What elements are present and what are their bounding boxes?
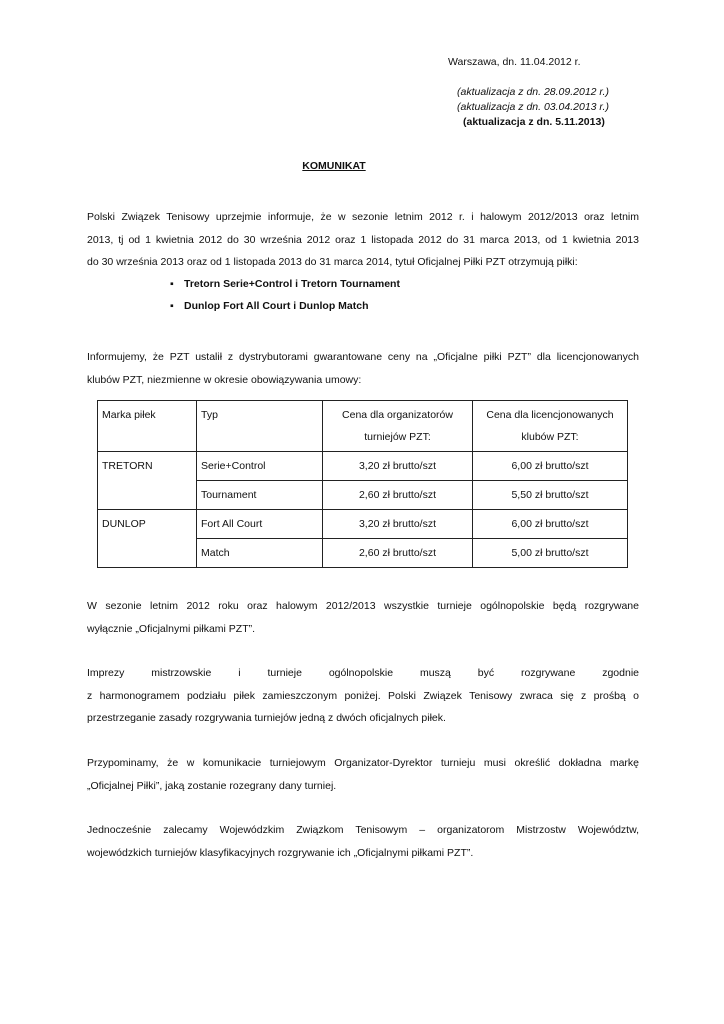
prices-intro-paragraph (87, 346, 639, 391)
header-type: Typ (197, 401, 323, 452)
cell-club-price: 6,00 zł brutto/szt (473, 510, 628, 539)
update-note-2: (aktualizacja z dn. 03.04.2013 r.) (457, 101, 609, 113)
reminder-paragraph (87, 752, 639, 797)
cell-type: Tournament (197, 481, 323, 510)
header-brand: Marka piłek (98, 401, 197, 452)
cell-type: Serie+Control (197, 452, 323, 481)
intro-line: Polski Związek Tenisowy uprzejmie informuje, że w sezonie letnim 2012 r. i halowym 2012/2013 oraz letnim (87, 211, 639, 223)
cell-organizer-price: 2,60 zł brutto/szt (323, 481, 473, 510)
bullet-text: Dunlop Fort All Court i Dunlop Match (184, 300, 369, 312)
update-note-1: (aktualizacja z dn. 28.09.2012 r.) (457, 86, 609, 98)
header-club-price-line: Cena dla licencjonowanych (486, 409, 614, 421)
season-note-line: W sezonie letnim 2012 roku oraz halowym 2012/2013 wszystkie turnieje ogólnopolskie będą rozgrywane (87, 600, 639, 612)
header-organizer-price-line: turniejów PZT: (364, 431, 431, 443)
cell-club-price: 5,00 zł brutto/szt (473, 539, 628, 568)
header-organizer-price-line: Cena dla organizatorów (342, 409, 453, 421)
table-row (98, 539, 628, 568)
table-row (98, 510, 628, 539)
cell-type: Match (197, 539, 323, 568)
cell-club-price: 6,00 zł brutto/szt (473, 452, 628, 481)
recommendation-line: Jednocześnie zalecamy Wojewódzkim Związkom Tenisowym – organizatorom Mistrzostw Województw, (87, 824, 639, 836)
championships-paragraph (87, 662, 639, 730)
intro-paragraph (87, 206, 639, 274)
table-header-row (98, 401, 628, 452)
cell-type: Fort All Court (197, 510, 323, 539)
header-organizer-price (323, 401, 473, 452)
bullet-item (170, 278, 400, 290)
championships-line: z harmonogramem podziału piłek zamieszczonym poniżej. Polski Związek Tenisowy zwraca się z prośbą o (87, 689, 639, 702)
bullet-text: Tretorn Serie+Control i Tretorn Tournament (184, 278, 400, 290)
season-note-line: wyłącznie „Oficjalnymi piłkami PZT”. (87, 622, 256, 635)
table-row (98, 481, 628, 510)
prices-intro-line: klubów PZT, niezmienne w okresie obowiązywania umowy: (87, 373, 362, 386)
price-table (97, 400, 628, 568)
bullet-item (170, 300, 369, 312)
cell-organizer-price: 2,60 zł brutto/szt (323, 539, 473, 568)
place-date: Warszawa, dn. 11.04.2012 r. (448, 56, 581, 68)
update-note-3: (aktualizacja z dn. 5.11.2013) (463, 116, 605, 128)
season-note-paragraph (87, 595, 639, 640)
table-row (98, 452, 628, 481)
cell-brand (98, 481, 197, 510)
cell-club-price: 5,50 zł brutto/szt (473, 481, 628, 510)
recommendation-line: wojewódzkich turniejów klasyfikacyjnych rozgrywanie ich „Oficjalnymi piłkami PZT”. (87, 846, 474, 859)
championships-line: Imprezy mistrzowskie i turnieje ogólnopolskie muszą być rozgrywane zgodnie (87, 667, 639, 679)
cell-organizer-price: 3,20 zł brutto/szt (323, 510, 473, 539)
header-club-price-line: klubów PZT: (521, 431, 579, 443)
bullet-marker: ▪ (170, 278, 174, 290)
reminder-line: „Oficjalnej Piłki”, jaką zostanie rozegrany dany turniej. (87, 779, 337, 792)
intro-line: do 30 września 2013 oraz od 1 listopada 2013 do 31 marca 2014, tytuł Oficjalnej Piłki PZT otrzymują piłki: (87, 256, 578, 268)
recommendation-paragraph (87, 819, 639, 864)
cell-brand (98, 539, 197, 568)
championships-line: przestrzeganie zasady rozgrywania turniejów jedną z dwóch oficjalnych piłek. (87, 712, 446, 724)
reminder-line: Przypominamy, że w komunikacie turniejowym Organizator-Dyrektor turnieju musi określić dokładna markę (87, 757, 639, 769)
cell-brand: TRETORN (98, 452, 197, 481)
header-club-price (473, 401, 628, 452)
page-title: KOMUNIKAT (302, 160, 366, 172)
cell-organizer-price: 3,20 zł brutto/szt (323, 452, 473, 481)
prices-intro-line: Informujemy, że PZT ustalił z dystrybutorami gwarantowane ceny na „Oficjalne piłki PZT” dla licencjonowanych (87, 351, 639, 363)
cell-brand: DUNLOP (98, 510, 197, 539)
intro-line: 2013, tj od 1 kwietnia 2012 do 30 września 2012 oraz 1 listopada 2012 do 31 marca 2013, od 1 kwietnia 2013 (87, 233, 639, 246)
bullet-marker: ▪ (170, 300, 174, 312)
